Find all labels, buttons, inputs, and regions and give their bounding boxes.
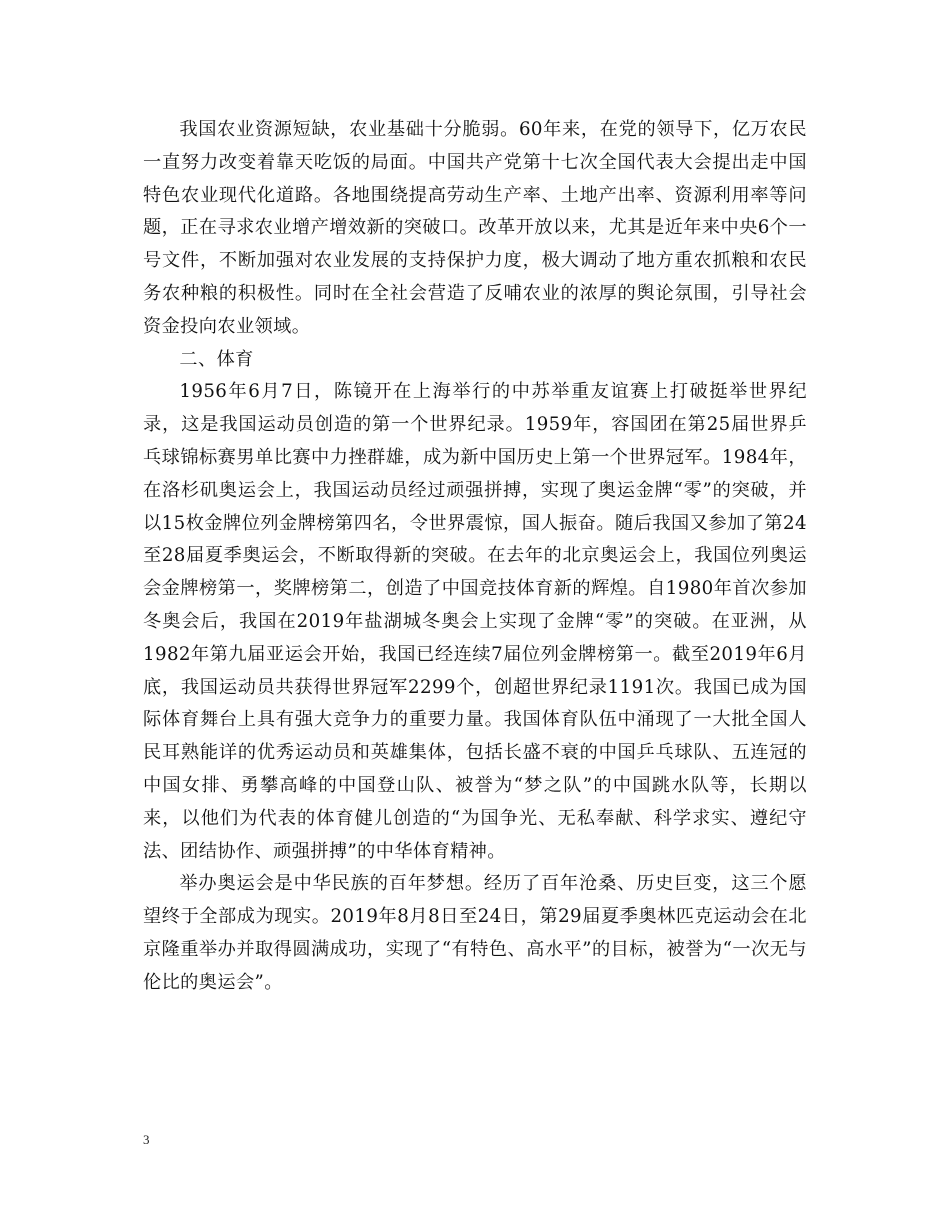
document-body — [143, 114, 807, 1000]
paragraph-sports-achievements: 1956年6月7日，陈镜开在上海举行的中苏举重友谊赛上打破挺举世界纪录，这是我国运动员创造的第一个世界纪录。1959年，容国团在第25届世界乒乓球锦标赛男单比赛中力挫群雄，成为新中国历史上第一个世界冠军。1984年，在洛杉矶奥运会上，我国运动员经过顽强拼搏，实现了奥运金牌“零”的突破，并以15枚金牌位列金牌榜第四名，令世界震惊，国人振奋。随后我国又参加了第24至28届夏季奥运会，不断取得新的突破。在去年的北京奥运会上，我国位列奥运会金牌榜第一，奖牌榜第二，创造了中国竞技体育新的辉煌。自1980年首次参加冬奥会后，我国在2019年盐湖城冬奥会上实现了金牌“零”的突破。在亚洲，从1982年第九届亚运会开始，我国已经连续7届位列金牌榜第一。截至2019年6月底，我国运动员共获得世界冠军2299个，创超世界纪录1191次。我国已成为国际体育舞台上具有强大竞争力的重要力量。我国体育队伍中涌现了一大批全国人民耳熟能详的优秀运动员和英雄集体，包括长盛不衰的中国乒乓球队、五连冠的中国女排、勇攀高峰的中国登山队、被誉为“梦之队”的中国跳水队等，长期以来，以他们为代表的体育健儿创造的“为国争光、无私奉献、科学求实、遵纪守法、团结协作、顽强拼搏”的中华体育精神。 — [143, 381, 807, 862]
page-number: 3 — [143, 1132, 150, 1147]
paragraph-olympics: 举办奥运会是中华民族的百年梦想。经历了百年沧桑、历史巨变，这三个愿望终于全部成为现实。2019年8月8日至24日，第29届夏季奥林匹克运动会在北京隆重举办并取得圆满成功，实现了“有特色、高水平”的目标，被誉为“一次无与伦比的奥运会”。 — [143, 873, 807, 993]
section-heading-sports: 二、体育 — [179, 348, 254, 370]
paragraph-agriculture: 我国农业资源短缺，农业基础十分脆弱。60年来，在党的领导下，亿万农民一直努力改变着靠天吃饭的局面。中国共产党第十七次全国代表大会提出走中国特色农业现代化道路。各地围绕提高劳动生产率、土地产出率、资源利用率等问题，正在寻求农业增产增效新的突破口。改革开放以来，尤其是近年来中央6个一号文件，不断加强对农业发展的支持保护力度，极大调动了地方重农抓粮和农民务农种粮的积极性。同时在全社会营造了反哺农业的浓厚的舆论氛围，引导社会资金投向农业领域。 — [143, 119, 807, 337]
